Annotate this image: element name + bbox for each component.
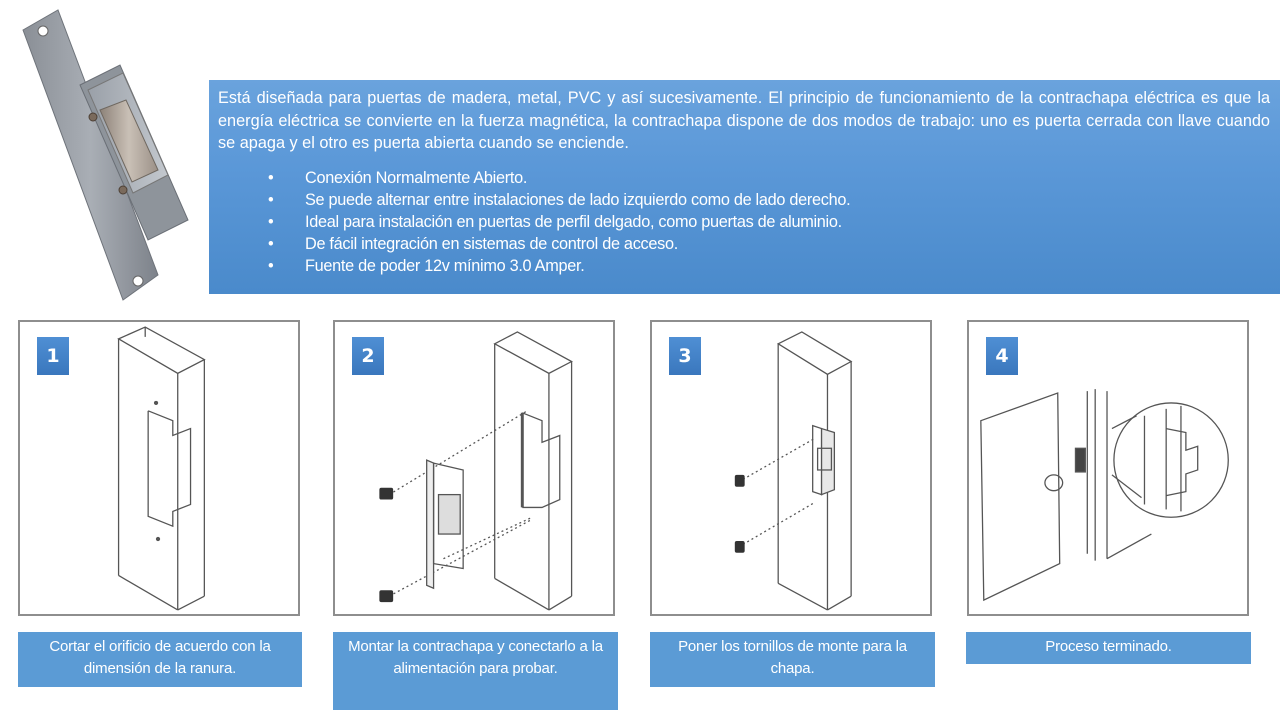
step-number-badge: 3 [669,337,701,375]
description-paragraph: Está diseñada para puertas de madera, metal, PVC y así sucesivamente. El principio de funcionamiento de la contrachapa eléctrica es que la energía eléctrica se convierte en la fuerza magnética, la contrachapa dispone de dos modos de trabajo: uno es puerta cerrada con llave cuando se apaga y el otro es puerta abierta cuando se enciende. [218,89,1270,152]
bullet-icon: • [268,235,274,254]
step-panel-3 [650,320,932,616]
feature-item: • Ideal para instalación en puertas de perfil delgado, como puertas de aluminio. [268,211,1270,233]
step-number-badge: 4 [986,337,1018,375]
description-panel [209,80,1280,294]
step-number-badge: 1 [37,337,69,375]
step-panel-1 [18,320,300,616]
feature-item: • De fácil integración en sistemas de control de acceso. [268,233,1270,255]
step-caption-2: Montar la contrachapa y conectarlo a la alimentación para probar. [333,632,618,710]
feature-item: • Se puede alternar entre instalaciones de lado izquierdo como de lado derecho. [268,189,1270,211]
step-caption-4: Proceso terminado. [966,632,1251,664]
step-caption-1: Cortar el orificio de acuerdo con la dimensión de la ranura. [18,632,302,687]
electric-strike-image [18,5,203,305]
bullet-icon: • [268,168,274,187]
feature-item: • Fuente de poder 12v mínimo 3.0 Amper. [268,255,1270,277]
bullet-icon: • [268,257,274,276]
feature-item: • Conexión Normalmente Abierto. [268,167,1270,189]
step-panel-4 [967,320,1249,616]
bullet-icon: • [268,190,274,209]
step-number-badge: 2 [352,337,384,375]
step-caption-3: Poner los tornillos de monte para la chapa. [650,632,935,687]
step-panel-2 [333,320,615,616]
bullet-icon: • [268,212,274,231]
feature-list [218,167,1270,278]
